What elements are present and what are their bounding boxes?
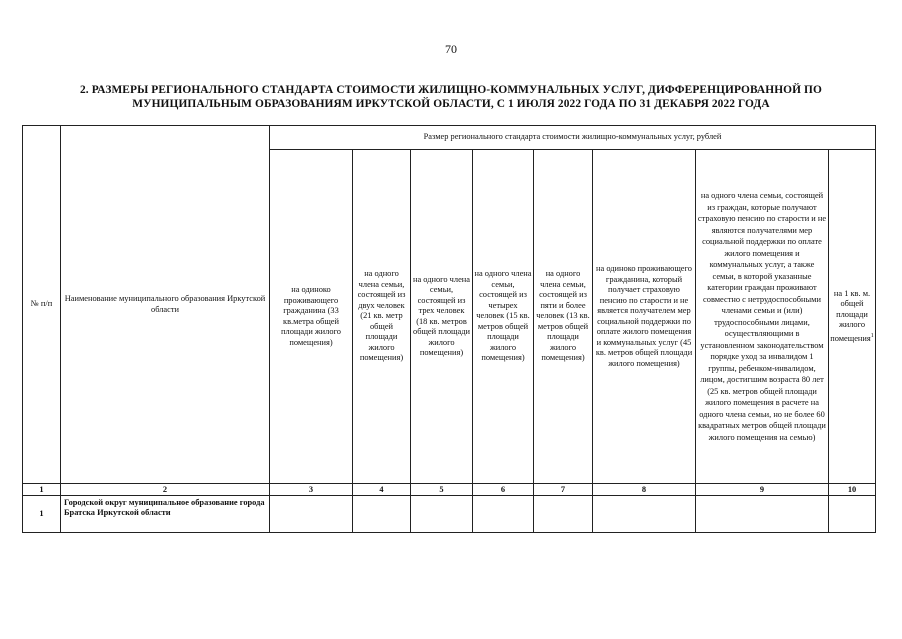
col-number: 5 [411, 484, 473, 496]
page-number: 70 [445, 42, 457, 56]
header-row-number: № п/п [23, 126, 61, 484]
title-line-1: 2. РАЗМЕРЫ РЕГИОНАЛЬНОГО СТАНДАРТА СТОИМОСТИ ЖИЛИЩНО-КОММУНАЛЬНЫХ УСЛУГ, ДИФФЕРЕНЦИРОВАННОЙ ПО [80, 84, 822, 96]
header-municipality-name: Наименование муниципального образования Иркутской области [61, 126, 270, 484]
header-col-8: на одиноко проживающего гражданина, который получает страховую пенсию по старости и не является получателем мер социальной поддержки по оплате жилого помещения и коммунальных услуг (45 кв. метров общей площади жилого помещения) [593, 150, 696, 484]
cell-empty [696, 496, 829, 533]
header-col-10 [829, 150, 876, 484]
cell-empty [534, 496, 593, 533]
header-group-cost: Размер регионального стандарта стоимости жилищно-коммунальных услуг, рублей [270, 126, 876, 150]
header-col-9: на одного члена семьи, состоящей из граждан, которые получают страховую пенсию по старости и не являются получателями мер социальной поддержки по оплате жилого помещения и коммунальных услуг, а также семьи, в которой указанные категории граждан проживают совместно с нетрудоспособными членами семьи и (или) трудоспособными лицами, осуществляющими в установленном законодательством порядке уход за инвалидом 1 группы, ребенком-инвалидом, лицом, достигшим возраста 80 лет (25 кв. метров общей площади жилого помещения в расчете на одного члена семьи, но не более 60 квадратных метров общей площади жилого помещения на семью) [696, 150, 829, 484]
header-col-4: на одного члена семьи, состоящей из двух человек (21 кв. метр общей площади жилого помещения) [353, 150, 411, 484]
col-number: 10 [829, 484, 876, 496]
col-number: 6 [473, 484, 534, 496]
header-col-10-text: на 1 кв. м. общей площади жилого помещения [830, 288, 871, 343]
cell-empty [411, 496, 473, 533]
column-number-row [23, 484, 876, 496]
standard-cost-table [22, 125, 876, 533]
municipality-name: Городской округ муниципальное образование города Братска Иркутской области [61, 496, 270, 533]
header-col-7: на одного члена семьи, состоящей из пяти и более человек (13 кв. метров общей площади жилого помещения) [534, 150, 593, 484]
col-number: 1 [23, 484, 61, 496]
document-title [20, 83, 882, 111]
col-number: 7 [534, 484, 593, 496]
table-row [23, 496, 876, 533]
cell-empty [829, 496, 876, 533]
title-line-2: МУНИЦИПАЛЬНЫМ ОБРАЗОВАНИЯМ ИРКУТСКОЙ ОБЛАСТИ, С 1 ИЮЛЯ 2022 ГОДА ПО 31 ДЕКАБРЯ 2022 ГОДА [132, 98, 770, 110]
cell-empty [353, 496, 411, 533]
cell-empty [593, 496, 696, 533]
col-number: 9 [696, 484, 829, 496]
col-number: 4 [353, 484, 411, 496]
col-number: 2 [61, 484, 270, 496]
footnote-marker: 1 [870, 332, 874, 339]
header-col-3: на одиноко проживающего гражданина (33 кв.метра общей площади жилого помещения) [270, 150, 353, 484]
header-col-5: на одного члена семьи, состоящей из трех человек (18 кв. метров общей площади жилого помещения) [411, 150, 473, 484]
cell-empty [270, 496, 353, 533]
header-col-6: на одного члена семьи, состоящей из четырех человек (15 кв. метров общей площади жилого помещения) [473, 150, 534, 484]
col-number: 8 [593, 484, 696, 496]
col-number: 3 [270, 484, 353, 496]
row-number: 1 [23, 496, 61, 533]
cell-empty [473, 496, 534, 533]
